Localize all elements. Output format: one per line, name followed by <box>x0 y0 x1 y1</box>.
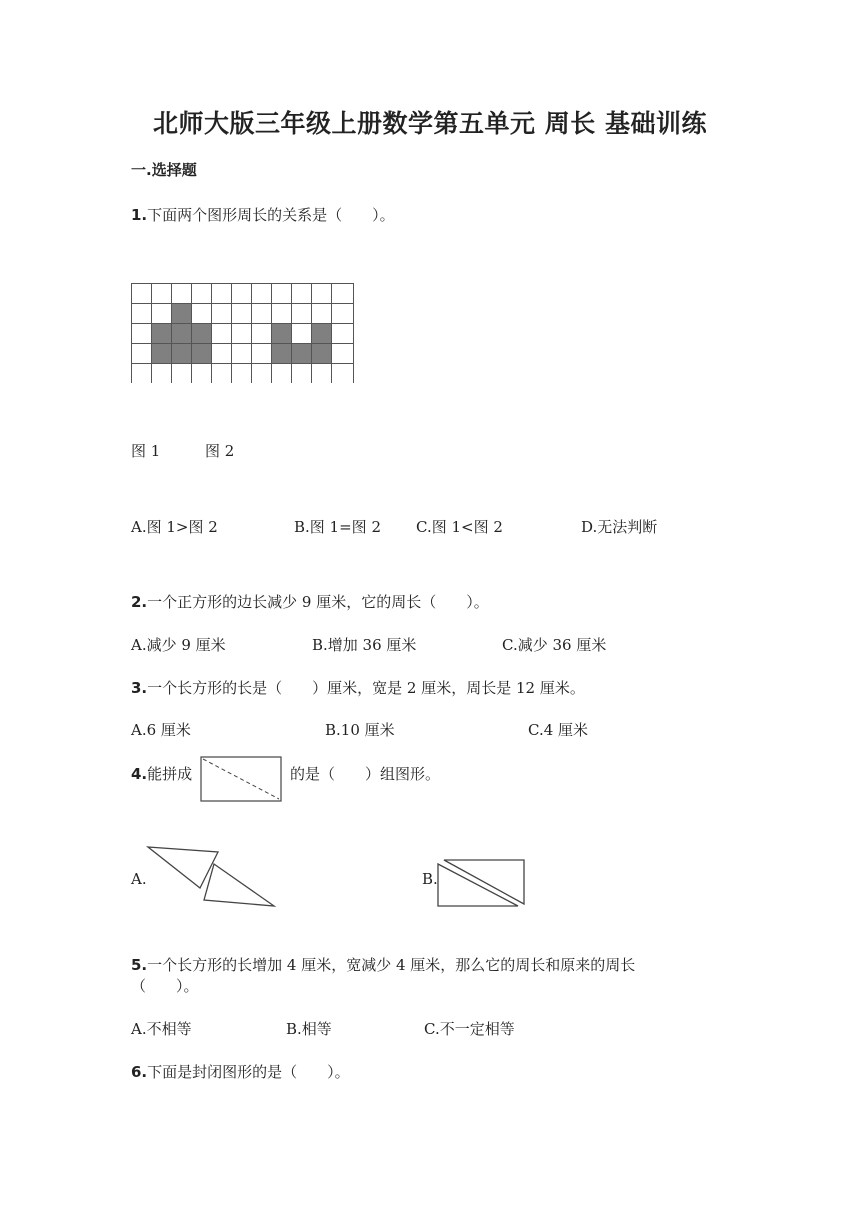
option-b[interactable]: B.相等 <box>286 1020 332 1038</box>
option-a[interactable]: A.图 1>图 2 <box>131 518 218 536</box>
question-3 <box>131 677 585 698</box>
question-number: 3. <box>131 679 148 697</box>
question-text: 能拼成 <box>147 765 193 783</box>
option-c[interactable]: C.4 厘米 <box>528 721 589 739</box>
question-number: 2. <box>131 593 148 611</box>
question-6 <box>131 1061 350 1082</box>
option-a[interactable]: A. <box>131 870 147 888</box>
option-a[interactable]: A.减少 9 厘米 <box>131 636 226 654</box>
figure-label-1: 图 1 <box>131 442 161 460</box>
option-d[interactable]: D.无法判断 <box>581 518 658 536</box>
option-b-triangles <box>436 858 526 908</box>
option-b[interactable]: B.图 1=图 2 <box>294 518 381 536</box>
option-b[interactable]: B.10 厘米 <box>325 721 395 739</box>
question-number: 6. <box>131 1063 148 1081</box>
question-4-tail: 的是（ ）组图形。 <box>290 765 441 783</box>
page-title: 北师大版三年级上册数学第五单元 周长 基础训练 <box>153 109 707 138</box>
option-c[interactable]: C.减少 36 厘米 <box>502 636 607 654</box>
rectangle-figure <box>200 756 282 802</box>
question-text: 一个长方形的长增加 4 厘米，宽减少 4 厘米，那么它的周长和原来的周长 <box>147 956 636 974</box>
option-c[interactable]: C.不一定相等 <box>424 1020 515 1038</box>
option-b[interactable]: B. <box>422 870 438 888</box>
option-a[interactable]: A.6 厘米 <box>131 721 191 739</box>
question-2 <box>131 591 489 612</box>
question-1 <box>131 204 395 225</box>
question-number: 5. <box>131 956 148 974</box>
option-b[interactable]: B.增加 36 厘米 <box>312 636 417 654</box>
option-c[interactable]: C.图 1<图 2 <box>416 518 503 536</box>
question-text: 一个长方形的长是（ ）厘米，宽是 2 厘米，周长是 12 厘米。 <box>147 679 585 697</box>
question-text: 下面是封闭图形的是（ ）。 <box>147 1063 350 1081</box>
question-text: 一个正方形的边长减少 9 厘米，它的周长（ ）。 <box>147 593 489 611</box>
option-a-triangles <box>144 842 278 910</box>
option-a[interactable]: A.不相等 <box>131 1020 192 1038</box>
section-heading: 一.选择题 <box>131 161 197 179</box>
question-5 <box>131 954 635 975</box>
question-number: 1. <box>131 206 148 224</box>
question-4-lead <box>131 763 192 784</box>
figure-label-2: 图 2 <box>205 442 235 460</box>
figure-1-shape <box>151 303 211 363</box>
grid-figure <box>131 283 355 383</box>
question-text: 下面两个图形周长的关系是（ ）。 <box>147 206 395 224</box>
question-5-line2: （ ）。 <box>131 977 199 995</box>
question-number: 4. <box>131 765 148 783</box>
